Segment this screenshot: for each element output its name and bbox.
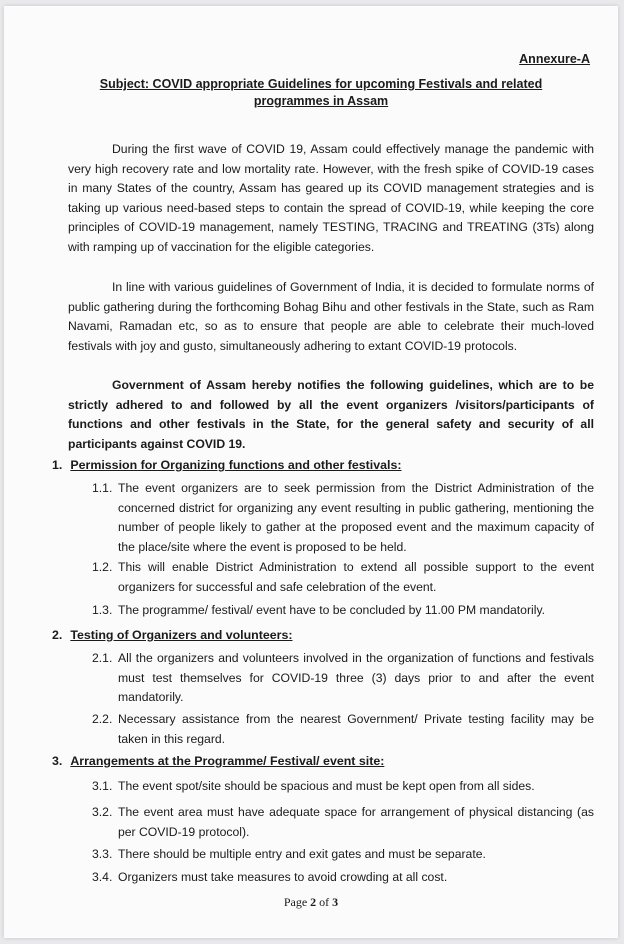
document-page bbox=[4, 6, 618, 938]
intro-paragraph-3: Government of Assam hereby notifies the following guidelines, which are to be strictly adhered to and followed by all the event organizers /visitors/participants of functions and other festivals in the State, for the general safety and security of all participants against COVID 19. bbox=[68, 378, 594, 451]
page-footer bbox=[4, 895, 618, 910]
section-number: 2. bbox=[52, 628, 63, 642]
item-number: 3.4. bbox=[92, 870, 113, 884]
item-text: The event organizers are to seek permission from the District Administration of the concerned district for organizing any event resulting in public gathering, mentioning the number of people likely to gather at the proposed event and the maximum capacity of the place/site where the event is proposed to be held. bbox=[118, 481, 594, 554]
item-number: 3.2. bbox=[92, 805, 113, 819]
item-number: 1.3. bbox=[92, 603, 113, 617]
item-3-3 bbox=[92, 845, 594, 865]
item-number: 3.3. bbox=[92, 847, 113, 861]
item-text: The event area must have adequate space for arrangement of physical distancing (as per COVID-19 protocol). bbox=[118, 805, 594, 839]
section-title: Testing of Organizers and volunteers: bbox=[70, 628, 293, 642]
intro-paragraph-2: In line with various guidelines of Government of India, it is decided to formulate norms of public gathering during the forthcoming Bohag Bihu and other festivals in the State, such as Ram Navami, Ramadan etc, so as to ensure that people are able to celebrate their much-loved festivals with joy and gusto, simultaneously adhering to extant COVID-19 protocols. bbox=[68, 280, 594, 353]
section-1-heading bbox=[52, 458, 402, 472]
item-1-1 bbox=[92, 479, 594, 557]
section-number: 1. bbox=[52, 458, 63, 472]
item-3-2 bbox=[92, 803, 594, 842]
item-text: All the organizers and volunteers involved in the organization of functions and festivals must test themselves for COVID-19 three (3) days prior to and after the event mandatorily. bbox=[118, 651, 594, 705]
page-of: of bbox=[319, 895, 330, 909]
item-number: 2.1. bbox=[92, 651, 113, 665]
item-text: There should be multiple entry and exit gates and must be separate. bbox=[118, 847, 486, 861]
page-total: 3 bbox=[332, 895, 339, 909]
section-title: Arrangements at the Programme/ Festival/ event site: bbox=[70, 754, 385, 768]
page-number: 2 bbox=[310, 895, 317, 909]
section-number: 3. bbox=[52, 754, 63, 768]
item-text: Necessary assistance from the nearest Government/ Private testing facility may be taken in this regard. bbox=[118, 712, 594, 746]
item-text: The event spot/site should be spacious and must be kept open from all sides. bbox=[118, 779, 535, 793]
item-1-2 bbox=[92, 558, 594, 597]
item-number: 1.2. bbox=[92, 560, 113, 574]
item-number: 3.1. bbox=[92, 779, 113, 793]
item-text: This will enable District Administration to extend all possible support to the event organizers for successful and safe celebration of the event. bbox=[118, 560, 594, 594]
item-1-3 bbox=[92, 601, 594, 621]
section-2-heading bbox=[52, 628, 293, 642]
item-number: 2.2. bbox=[92, 712, 113, 726]
item-text: Organizers must take measures to avoid crowding at all cost. bbox=[118, 870, 448, 884]
section-3-heading bbox=[52, 754, 384, 768]
item-text: The programme/ festival/ event have to be concluded by 11.00 PM mandatorily. bbox=[118, 603, 546, 617]
page-prefix: Page bbox=[283, 895, 308, 909]
item-3-1 bbox=[92, 777, 594, 797]
subject-heading: Subject: COVID appropriate Guidelines for upcoming Festivals and related programmes in Assam bbox=[99, 77, 543, 108]
item-number: 1.1. bbox=[92, 481, 113, 495]
section-title: Permission for Organizing functions and other festivals: bbox=[70, 458, 402, 472]
intro-paragraph-1: During the first wave of COVID 19, Assam could effectively manage the pandemic with very high recovery rate and low mortality rate. However, with the fresh spike of COVID-19 cases in many States of the country, Assam has geared up its COVID management strategies and is taking up various need-based steps to contain the spread of COVID-19, while keeping the core principles of COVID-19 management, namely TESTING, TRACING and TREATING (3Ts) along with ramping up of vaccination for the eligible categories. bbox=[68, 142, 594, 254]
annexure-label: Annexure-A bbox=[519, 52, 590, 66]
item-2-1 bbox=[92, 649, 594, 708]
item-2-2 bbox=[92, 710, 594, 749]
item-3-4 bbox=[92, 868, 594, 888]
